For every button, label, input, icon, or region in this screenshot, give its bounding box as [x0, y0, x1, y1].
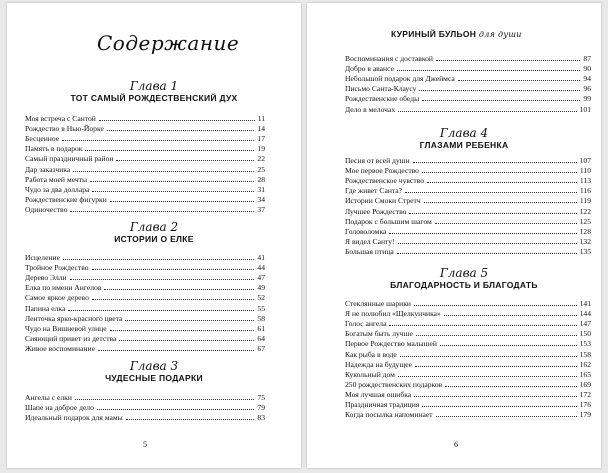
toc-entry-title: Чудо на Вишневой улице — [25, 323, 107, 333]
toc-dot-leader — [75, 399, 255, 400]
toc-entry — [345, 379, 591, 389]
toc-entry — [345, 226, 591, 236]
toc-entry — [345, 53, 591, 63]
toc-entry-page: 147 — [579, 319, 591, 329]
toc-entry-title: Рождество в Нью-Йорке — [25, 124, 104, 134]
toc-entry — [25, 133, 265, 143]
toc-dot-leader — [85, 150, 254, 151]
chapter-label: Глава 1 — [129, 79, 179, 93]
chapter-label: Глава 2 — [129, 220, 179, 234]
chapter-4-heading — [317, 126, 608, 151]
toc-entry — [25, 302, 265, 312]
toc-entry — [345, 389, 591, 399]
toc-entry-title: Память в подарок — [25, 144, 83, 154]
toc-entry — [25, 392, 265, 402]
toc-entry-title: Воспоминания с доставкой — [345, 54, 433, 64]
toc-dot-leader — [445, 386, 576, 387]
toc-entry — [25, 282, 265, 292]
toc-entry-title: Моя встреча с Сантой — [25, 114, 96, 124]
toc-entry-title: Головоломка — [345, 226, 387, 236]
toc-entry-page: 22 — [257, 154, 265, 164]
toc-entry-page: 90 — [583, 64, 591, 74]
toc-entry-title: Богатым быть лучше — [345, 329, 413, 339]
toc-entry — [345, 328, 591, 338]
toc-entry-title: Мое первое Рождество — [345, 166, 419, 176]
toc-entry-title: Лучшее Рождество — [345, 206, 407, 216]
toc-entry-page: 165 — [579, 369, 591, 379]
toc-dot-leader — [435, 223, 577, 224]
toc-entry-page: 94 — [583, 74, 591, 84]
toc-dot-leader — [97, 409, 255, 410]
toc-entry-title: Письмо Санта-Клаусу — [345, 84, 417, 94]
toc-entry-title: Идеальный подарок для мамы — [25, 413, 123, 423]
toc-entry-page: 113 — [579, 176, 591, 186]
toc-entry-page: 79 — [257, 403, 265, 413]
toc-entry-title: Праздничная традиция — [345, 400, 420, 410]
chapter-title: ТОТ САМЫЙ РОЖДЕСТВЕНСКИЙ ДУХ — [70, 93, 238, 103]
toc-entry-page: 158 — [579, 349, 591, 359]
toc-dot-leader — [125, 320, 254, 321]
header-main: КУРИНЫЙ БУЛЬОН — [391, 29, 477, 39]
toc-entry — [345, 308, 591, 318]
toc-entry-page: 83 — [257, 413, 265, 423]
toc-dot-leader — [413, 162, 577, 163]
toc-dot-leader — [414, 305, 577, 306]
toc-dot-leader — [119, 340, 254, 341]
toc-entry-page: 128 — [579, 226, 591, 236]
toc-entry — [345, 409, 591, 419]
chapter-2-entries — [25, 252, 265, 353]
toc-dot-leader — [398, 243, 577, 244]
toc-entry-title: Шапе на доброе дело — [25, 403, 94, 413]
toc-entry-page: 75 — [257, 393, 265, 403]
toc-entry — [345, 318, 591, 328]
toc-entry-page: 17 — [257, 134, 265, 144]
toc-entry-page: 144 — [579, 309, 591, 319]
chapter-label: Глава 5 — [439, 266, 489, 280]
toc-entry — [25, 163, 265, 173]
toc-entry-title: Где живет Санта? — [345, 186, 403, 196]
toc-entry-page: 55 — [257, 303, 265, 313]
toc-dot-leader — [405, 192, 577, 193]
toc-dot-leader — [389, 233, 576, 234]
toc-dot-leader — [92, 269, 255, 270]
toc-entry — [345, 155, 591, 165]
toc-entry — [345, 246, 591, 256]
toc-entry — [25, 343, 265, 353]
toc-entry — [345, 103, 591, 113]
toc-entry-page: 135 — [579, 246, 591, 256]
toc-entry — [25, 402, 265, 412]
toc-entry — [345, 236, 591, 246]
toc-entry-page: 25 — [257, 164, 265, 174]
toc-dot-leader — [389, 325, 576, 326]
toc-dot-leader — [398, 111, 576, 112]
toc-entry-page: 153 — [579, 339, 591, 349]
toc-dot-leader — [62, 140, 254, 141]
toc-entry — [345, 369, 591, 379]
toc-entry-title: Рождественские обеды — [345, 94, 420, 104]
toc-dot-leader — [397, 253, 577, 254]
toc-entry-page: 150 — [579, 329, 591, 339]
running-header — [391, 29, 522, 39]
toc-entry-title: Добро в авансе — [345, 64, 394, 74]
toc-entry — [345, 165, 591, 175]
toc-dot-leader — [90, 181, 254, 182]
toc-entry-title: Песня от всей души — [345, 156, 410, 166]
toc-entry-title: Я видел Санту! — [345, 236, 395, 246]
toc-dot-leader — [419, 90, 580, 91]
toc-entry — [25, 412, 265, 422]
toc-entry-title: Рождественские фигурки — [25, 194, 107, 204]
toc-entry-page: 11 — [257, 114, 265, 124]
toc-entry — [345, 205, 591, 215]
right-page — [307, 3, 601, 468]
toc-dot-leader — [63, 259, 254, 260]
toc-dot-leader — [98, 350, 254, 351]
toc-entry-page: 119 — [579, 196, 591, 206]
toc-entry-page: 41 — [257, 253, 265, 263]
toc-entry-title: Исцеление — [25, 253, 60, 263]
toc-entry-title: Живое воспоминание — [25, 343, 95, 353]
toc-entry-page: 107 — [579, 156, 591, 166]
toc-entry-page: 179 — [579, 410, 591, 420]
toc-entry — [25, 194, 265, 204]
toc-dot-leader — [99, 120, 255, 121]
chapter-1-heading — [7, 79, 301, 104]
chapter-4-entries — [345, 155, 591, 256]
chapter-title: ИСТОРИИ О ЕЛКЕ — [114, 234, 194, 244]
toc-entry-page: 67 — [257, 343, 265, 353]
toc-dot-leader — [424, 202, 577, 203]
toc-entry — [345, 338, 591, 348]
toc-dot-leader — [73, 171, 254, 172]
page-number: 5 — [143, 440, 147, 449]
toc-entry-title: 250 рождественских подарков — [345, 379, 443, 389]
toc-entry-page: 64 — [257, 333, 265, 343]
toc-entry — [25, 113, 265, 123]
toc-entry — [25, 323, 265, 333]
toc-dot-leader — [458, 80, 581, 81]
toc-dot-leader — [116, 160, 254, 161]
toc-entry — [345, 73, 591, 83]
toc-entry — [25, 153, 265, 163]
toc-entry — [345, 298, 591, 308]
chapter-label: Глава 3 — [129, 359, 179, 373]
toc-entry-title: Первое Рождество малышей — [345, 339, 437, 349]
toc-entry — [25, 333, 265, 343]
toc-entry-page: 99 — [583, 94, 591, 104]
toc-entry — [345, 185, 591, 195]
toc-dot-leader — [107, 130, 255, 131]
toc-entry — [345, 195, 591, 205]
toc-entry-page: 44 — [257, 263, 265, 273]
toc-entry-title: Ленточка ярко-красного цвета — [25, 313, 123, 323]
toc-dot-leader — [400, 356, 577, 357]
toc-entry-title: Истории Смоки Стретч — [345, 196, 421, 206]
toc-entry-page: 141 — [579, 299, 591, 309]
toc-entry-title: Я не полюбил «Щелкунчика» — [345, 309, 441, 319]
toc-entry-page: 28 — [257, 174, 265, 184]
toc-entry-title: Бесценное — [25, 134, 60, 144]
toc-dot-leader — [436, 60, 580, 61]
toc-dot-leader — [440, 345, 577, 346]
toc-entry — [345, 63, 591, 73]
toc-entry-title: Елка по имени Ангелов — [25, 283, 102, 293]
toc-entry-title: Кукольный дом — [345, 369, 395, 379]
toc-dot-leader — [436, 416, 577, 417]
toc-dot-leader — [92, 191, 254, 192]
toc-entry-title: Дар заказчика — [25, 164, 71, 174]
toc-entry-title: Работа моей мечты — [25, 174, 88, 184]
toc-entry-title: Рождественское чувство — [345, 176, 424, 186]
toc-entry — [345, 399, 591, 409]
toc-entry — [345, 93, 591, 103]
toc-entry-page: 101 — [579, 104, 591, 114]
toc-entry-title: Стеклянные шарики — [345, 299, 411, 309]
toc-entry-title: Надежда на будущее — [345, 359, 412, 369]
toc-entry-title: Дело в мелочах — [345, 104, 396, 114]
left-page — [7, 3, 301, 468]
toc-entry — [25, 252, 265, 262]
toc-entry-title: Чудо за два доллара — [25, 184, 90, 194]
toc-entry-page: 31 — [257, 184, 265, 194]
toc-entry-page: 110 — [579, 166, 591, 176]
toc-dot-leader — [92, 299, 255, 300]
toc-entry-page: 58 — [257, 313, 265, 323]
toc-entry-title: Небольшой подарок для Джеймса — [345, 74, 455, 84]
toc-dot-leader — [104, 289, 254, 290]
toc-entry — [345, 359, 591, 369]
toc-entry — [345, 348, 591, 358]
toc-entry-title: Подарок с большим шагом — [345, 216, 432, 226]
toc-entry-page: 169 — [579, 379, 591, 389]
toc-entry-title: Самое яркое дерево — [25, 293, 89, 303]
toc-entry-page: 14 — [257, 124, 265, 134]
toc-entry-page: 132 — [579, 236, 591, 246]
toc-entry-title: Самый праздничный район — [25, 154, 114, 164]
toc-entry — [25, 272, 265, 282]
toc-dot-leader — [444, 315, 577, 316]
toc-dot-leader — [415, 366, 577, 367]
chapter-3-heading — [7, 359, 301, 384]
toc-entry-page: 49 — [257, 283, 265, 293]
toc-entry-page: 47 — [257, 273, 265, 283]
toc-dot-leader — [110, 330, 255, 331]
chapter-5-heading — [317, 266, 608, 291]
toc-entry-title: Дерево Элли — [25, 273, 67, 283]
toc-entry-page: 176 — [579, 400, 591, 410]
toc-entry-page: 19 — [257, 144, 265, 154]
toc-entry — [345, 83, 591, 93]
toc-entry-title: Моя лучшая ошибка — [345, 389, 412, 399]
toc-dot-leader — [70, 279, 255, 280]
toc-entry — [25, 262, 265, 272]
toc-entry-page: 116 — [579, 186, 591, 196]
header-italic: для души — [478, 30, 522, 39]
toc-dot-leader — [409, 213, 576, 214]
toc-entry — [25, 123, 265, 133]
chapter-title: ЧУДЕСНЫЕ ПОДАРКИ — [105, 373, 203, 383]
chapter-title: ГЛАЗАМИ РЕБЕНКА — [419, 140, 509, 150]
toc-entry-title: Одиночество — [25, 204, 68, 214]
toc-entry-page: 125 — [579, 216, 591, 226]
chapter-title: БЛАГОДАРНОСТЬ И БЛАГОДАТЬ — [390, 280, 538, 290]
toc-entry-page: 96 — [583, 84, 591, 94]
toc-dot-leader — [422, 100, 580, 101]
toc-entry-page: 87 — [583, 54, 591, 64]
toc-dot-leader — [110, 201, 255, 202]
toc-entry-title: Голос ангела — [345, 319, 387, 329]
toc-entry — [25, 143, 265, 153]
toc-entry-page: 61 — [257, 323, 265, 333]
toc-entry-title: Тройное Рождество — [25, 263, 89, 273]
toc-entry — [25, 292, 265, 302]
toc-entry-page: 122 — [579, 206, 591, 216]
toc-entry — [345, 216, 591, 226]
toc-dot-leader — [427, 182, 577, 183]
toc-entry-page: 172 — [579, 389, 591, 399]
toc-entry-title: Папина елка — [25, 303, 66, 313]
toc-entry-title: Ангелы с елки — [25, 393, 72, 403]
chapter-label: Глава 4 — [439, 126, 489, 140]
toc-dot-leader — [70, 211, 254, 212]
toc-entry-title: Большая птица — [345, 246, 394, 256]
chapter-1-entries — [25, 113, 265, 214]
page-number: 6 — [454, 440, 458, 449]
toc-dot-leader — [397, 70, 580, 71]
toc-entry — [25, 313, 265, 323]
toc-entry — [25, 184, 265, 194]
toc-entry-page: 52 — [257, 293, 265, 303]
toc-entry — [345, 175, 591, 185]
toc-dot-leader — [414, 396, 576, 397]
toc-title: Содержание — [97, 31, 240, 55]
toc-dot-leader — [398, 376, 577, 377]
toc-entry — [25, 174, 265, 184]
chapter-5-entries — [345, 298, 591, 419]
toc-dot-leader — [68, 310, 254, 311]
toc-entry-page: 37 — [257, 204, 265, 214]
toc-entry-title: Сияющий привет из детства — [25, 333, 117, 343]
toc-dot-leader — [422, 172, 577, 173]
toc-dot-leader — [126, 419, 255, 420]
chapter-3-continued-entries — [345, 53, 591, 114]
toc-entry — [25, 204, 265, 214]
toc-dot-leader — [416, 335, 577, 336]
chapter-3-entries — [25, 392, 265, 422]
toc-dot-leader — [422, 406, 576, 407]
toc-entry-page: 34 — [257, 194, 265, 204]
toc-entry-page: 162 — [579, 359, 591, 369]
toc-entry-title: Когда посылка напоминает — [345, 410, 433, 420]
chapter-2-heading — [7, 220, 301, 245]
toc-entry-title: Как рыба в воде — [345, 349, 397, 359]
